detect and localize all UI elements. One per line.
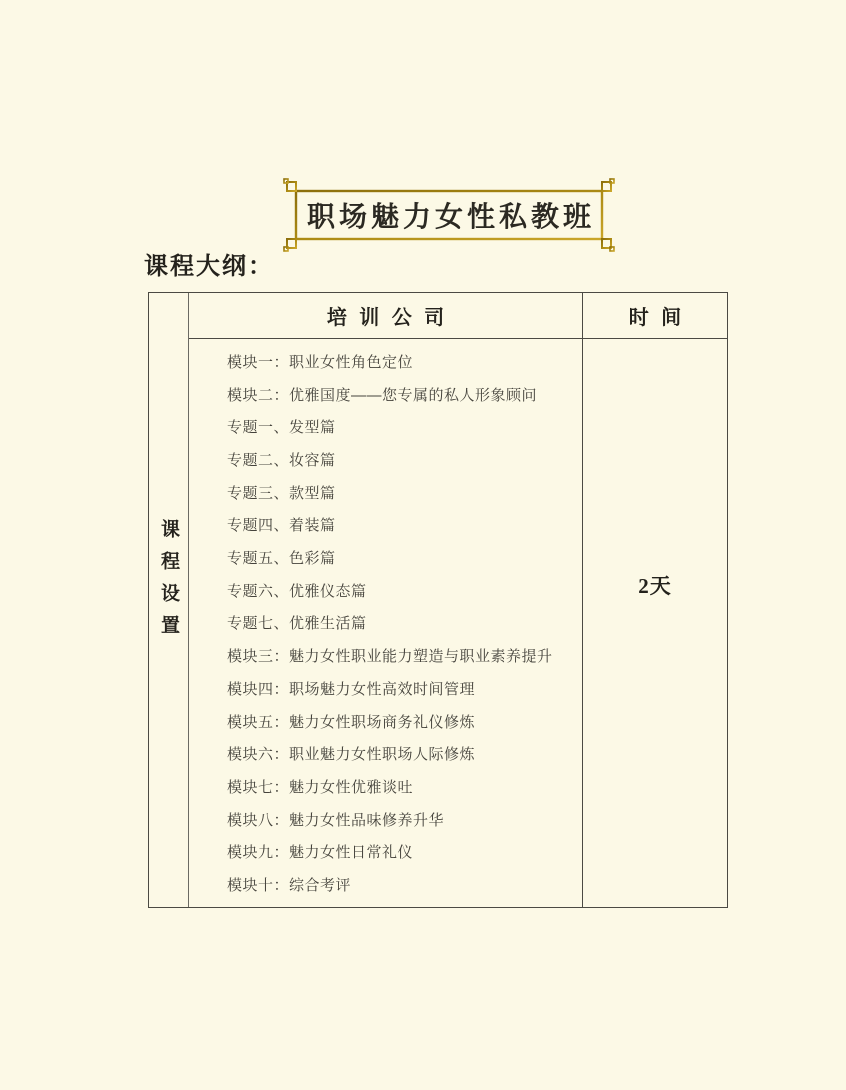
course-item: 模块八：魅力女性品味修养升华: [227, 811, 445, 829]
course-item: 专题六、优雅仪态篇: [227, 582, 367, 600]
course-item: 模块三：魅力女性职业能力塑造与职业素养提升: [227, 648, 553, 666]
course-item: 模块二：优雅国度——您专属的私人形象顾问: [227, 386, 538, 404]
course-item: 专题七、优雅生活篇: [227, 615, 367, 633]
course-item: 模块五：魅力女性职场商务礼仪修炼: [227, 713, 476, 731]
table-header-time: 时间: [582, 293, 727, 339]
course-item: 模块九：魅力女性日常礼仪: [227, 844, 414, 862]
course-item-list: [189, 339, 582, 907]
course-item: 模块十：综合考评: [227, 877, 352, 895]
course-item: 模块一：职业女性角色定位: [227, 353, 414, 371]
duration-value: 2天: [638, 574, 672, 598]
course-item: 专题四、着装篇: [227, 517, 336, 535]
course-item: 模块六：职业魅力女性职场人际修炼: [227, 746, 476, 764]
table-header-main: 培训公司: [189, 293, 582, 339]
course-item: 专题一、发型篇: [227, 419, 336, 437]
side-header-label: 课程设置: [158, 519, 179, 647]
table-side-header-cell: [149, 293, 189, 907]
course-outline-table: [148, 292, 728, 908]
course-item: 专题二、妆容篇: [227, 451, 336, 469]
course-item: 模块七：魅力女性优雅谈吐: [227, 778, 414, 796]
course-item: 模块四：职场魅力女性高效时间管理: [227, 680, 476, 698]
outline-heading: 课程大纲：: [144, 254, 274, 280]
table-duration-cell: [582, 339, 727, 907]
course-item: 专题三、款型篇: [227, 484, 336, 502]
course-title: 职场魅力女性私教班: [306, 202, 595, 233]
course-title-frame: [279, 177, 619, 253]
course-item: 专题五、色彩篇: [227, 550, 336, 568]
